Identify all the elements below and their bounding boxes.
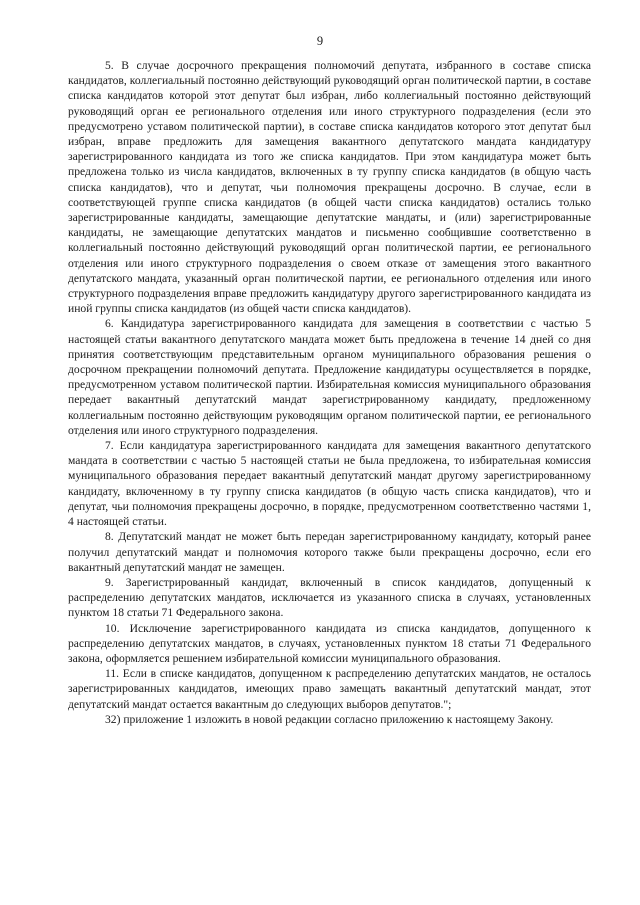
paragraph-part-8: 8. Депутатский мандат не может быть передан зарегистрированному кандидату, который ранее получил депутатский мандат и полномочия которого также были прекращены досрочно, если его вакантный депутатский мандат не замещен. <box>68 530 591 574</box>
paragraph-part-9: 9. Зарегистрированный кандидат, включенный в список кандидатов, допущенный к распределению депутатских мандатов, исключается из указанного списка в случаях, установленных пунктом 18 статьи 71 Федерального закона. <box>68 575 591 620</box>
paragraph-part-7: 7. Если кандидатура зарегистрированного кандидата для замещения вакантного депутатского мандата в соответствии с частью 5 настоящей статьи не была предложена, то избирательная комиссия муниципального образования передает вакантный депутатский мандат другому зарегистрированному кандидату, включенному в ту группу списка кандидатов (в общую часть списка кандидатов), что и депутат, чьи полномочия прекращены досрочно, в порядке, предусмотренном соответственно частями 1, 4 настоящей статьи. <box>68 439 591 529</box>
paragraph-item-32: 32) приложение 1 изложить в новой редакции согласно приложению к настоящему Закону. <box>105 712 554 726</box>
document-body <box>68 58 591 727</box>
paragraph-part-11: 11. Если в списке кандидатов, допущенном к распределению депутатских мандатов, не осталось зарегистрированных кандидатов, имеющих право замещать вакантный депутатский мандат, этот депутатский мандат остается вакантным до следующих выборов депутатов."; <box>68 667 591 711</box>
paragraph-part-6: 6. Кандидатура зарегистрированного кандидата для замещения в соответствии с частью 5 настоящей статьи вакантного депутатского мандата может быть предложена в течение 14 дней со дня принятия соответствующим представительным органом муниципального образования решения о досрочном прекращении полномочий депутата. Предложение кандидатуры осуществляется в порядке, предусмотренном уставом политической партии. Избирательная комиссия муниципального образования передает вакантный депутатский мандат зарегистрированному кандидату, предложенному коллегиальным постоянно действующим руководящим органом политической партии, ее регионального отделения или иного структурного подразделения. <box>68 317 591 437</box>
paragraph-part-5: 5. В случае досрочного прекращения полномочий депутата, избранного в составе списка кандидатов, коллегиальный постоянно действующий руководящий орган политической партии, в составе списка кандидатов которой этот депутат был избран, либо коллегиальный постоянно действующий руководящий орган ее регионального отделения или иного структурного подразделения (если это предусмотрено уставом политической партии), в составе списка кандидатов которого этот депутат был избран, вправе предложить для замещения вакантного депутатского мандата кандидатуру зарегистрированного кандидата из того же списка кандидатов. При этом кандидатура может быть предложена только из числа кандидатов, включенных в ту группу списка кандидатов (в общую часть списка кандидатов), что и депутат, чьи полномочия прекращены досрочно. В случае, если в соответствующей группе списка кандидатов (в общей части списка кандидатов) остались только зарегистрированные кандидаты, замещающие депутатские мандаты, и (или) зарегистрированные кандидаты, не замещающие депутатских мандатов и письменно сообщившие соответственно в коллегиальный постоянно действующий руководящий орган политической партии, ее регионального отделения или иного структурного подразделения о своем отказе от замещения этого вакантного депутатского мандата, указанный орган политической партии, ее регионального отделения или иного структурного подразделения вправе предложить кандидатуру другого зарегистрированного кандидата из иной группы списка кандидатов (из общей части списка кандидатов). <box>68 59 591 316</box>
paragraph-part-10: 10. Исключение зарегистрированного кандидата из списка кандидатов, допущенного к распределению депутатских мандатов, в случаях, установленных пунктом 18 статьи 71 Федерального закона, оформляется решением избирательной комиссии муниципального образования. <box>68 621 591 665</box>
page-number: 9 <box>316 34 324 48</box>
